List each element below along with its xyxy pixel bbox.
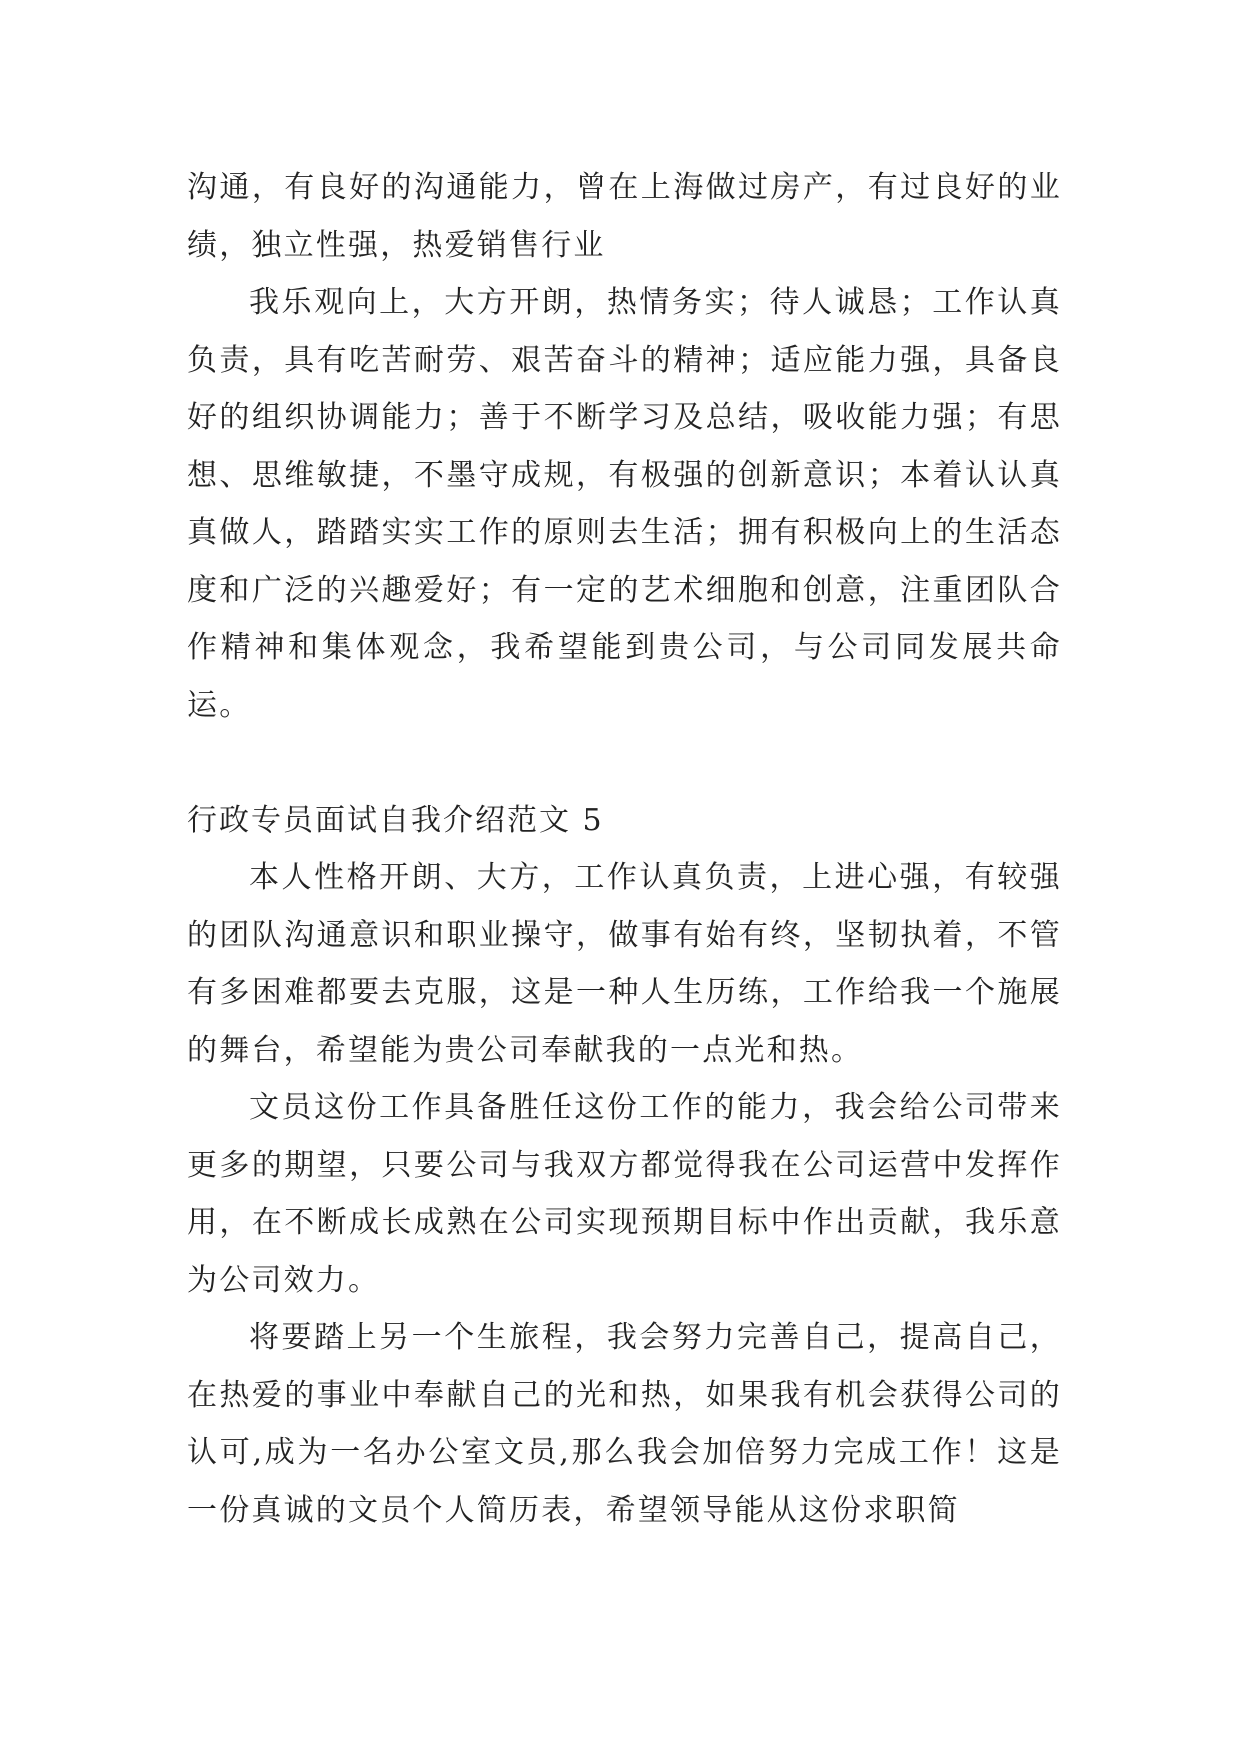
clerk-paragraph: 文员这份工作具备胜任这份工作的能力，我会给公司带来更多的期望，只要公司与我双方都觉得我在公司运营中发挥作用，在不断成长成熟在公司实现预期目标中作出贡献，我乐意为公司效力。 xyxy=(187,1090,1062,1298)
journey-paragraph: 将要踏上另一个生旅程，我会努力完善自己，提高自己，在热爱的事业中奉献自己的光和热，如果我有机会获得公司的认可,成为一名办公室文员,那么我会加倍努力完成工作！这是一份真诚的文员个人简历表，希望领导能从这份求职简 xyxy=(187,1320,1062,1528)
section-title: 行政专员面试自我介绍范文 5 xyxy=(187,802,604,838)
self-intro-paragraph: 我乐观向上，大方开朗，热情务实；待人诚恳；工作认真负责，具有吃苦耐劳、艰苦奋斗的精神；适应能力强，具备良好的组织协调能力；善于不断学习及总结，吸收能力强；有思想、思维敏捷，不墨守成规，有极强的创新意识；本着认认真真做人，踏踏实实工作的原则去生活；拥有积极向上的生活态度和广泛的兴趣爱好；有一定的艺术细胞和创意，注重团队合作精神和集体观念，我希望能到贵公司，与公司同发展共命运。 xyxy=(187,285,1062,723)
personality-paragraph: 本人性格开朗、大方，工作认真负责，上进心强，有较强的团队沟通意识和职业操守，做事有始有终，坚韧执着，不管有多困难都要去克服，这是一种人生历练，工作给我一个施展的舞台，希望能为贵公司奉献我的一点光和热。 xyxy=(187,860,1062,1068)
section-spacer xyxy=(187,734,1062,792)
continued-paragraph: 沟通，有良好的沟通能力，曾在上海做过房产，有过良好的业绩，独立性强，热爱销售行业 xyxy=(187,170,1062,263)
document-body xyxy=(187,159,1062,1539)
